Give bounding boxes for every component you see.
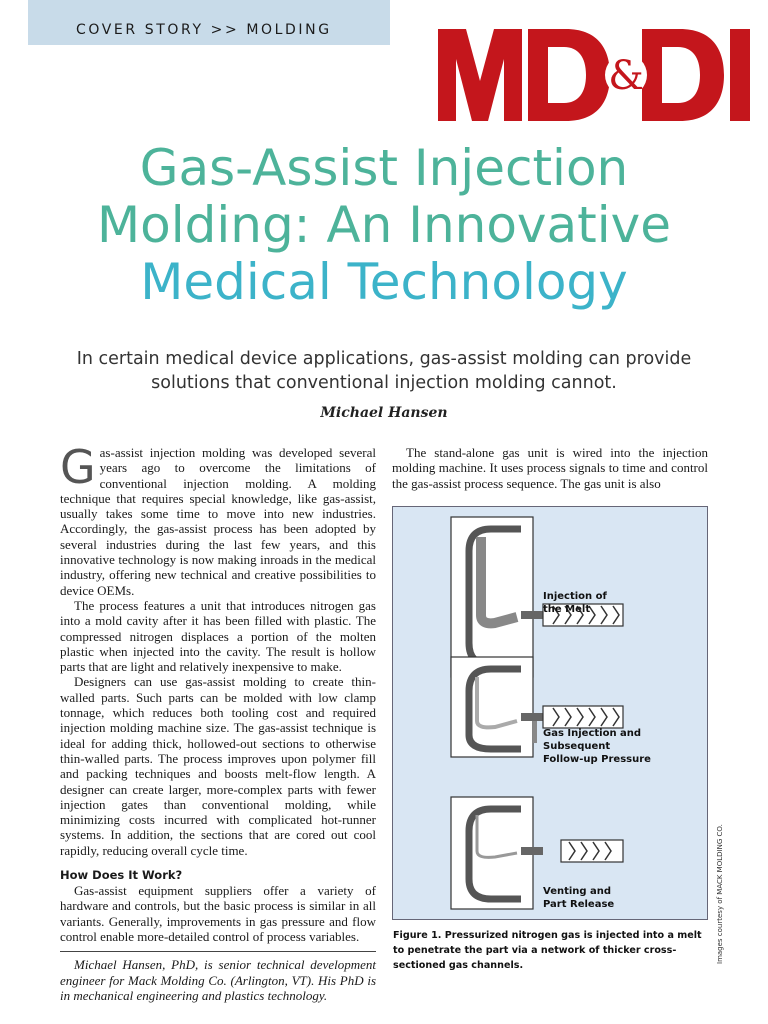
paragraph-2: The process features a unit that introduces nitrogen gas into a mold cavity after it has been filled with plastic. The compressed nitrogen displaces a portion of the molten plastic when injected into the cavity. The result is hollow parts that are light and relatively inexpensive to make. bbox=[60, 597, 376, 675]
section-label: COVER STORY >> MOLDING bbox=[76, 22, 332, 38]
figure-caption: Figure 1. Pressurized nitrogen gas is injected into a melt to penetrate the part via a network of thicker cross-sectioned gas channels. bbox=[393, 930, 702, 971]
paragraph-3: Designers can use gas-assist molding to create thin-walled parts. Such parts can be molded with low clamp tonnage, which reduces both tooling cost and required injection molding machine size. The gas-assist technique is ideal for adding thick, hollowed-out sections to otherwise thin-walled parts. The process improves upon polymer fill and packing techniques and boosts melt-flow length. A designer can create larger, more-complex parts with fewer injection gates than conventional molding, while minimizing costs incurred with complicated hot-runner systems. In addition, the sections that are cored out cool rapidly, reducing overall cycle time. bbox=[60, 674, 376, 858]
svg-text:&: & bbox=[608, 53, 644, 99]
title-line-3: Medical Technology bbox=[140, 253, 628, 311]
title-line-2: Molding: An Innovative bbox=[97, 196, 671, 254]
article-subtitle: In certain medical device applications, gas-assist molding can provide solutions that conventional injection molding cannot. bbox=[76, 349, 692, 393]
author-byline: Michael Hansen bbox=[320, 405, 448, 421]
figure-1 bbox=[392, 506, 708, 920]
title-line-1: Gas-Assist Injection bbox=[139, 139, 629, 197]
article-title bbox=[0, 140, 768, 311]
bio-divider bbox=[60, 951, 376, 952]
paragraph-4: Gas-assist equipment suppliers offer a variety of hardware and controls, but the basic process is similar in all variants. Generally, improvements in gas pressure and flow control enable more-detailed control of process variables. bbox=[60, 883, 376, 944]
figure-label-3: Venting and Part Release bbox=[543, 886, 615, 910]
author-bio: Michael Hansen, PhD, is senior technical development engineer for Mack Molding Co. (Arlington, VT). His PhD is in mechanical engineering and plastics technology. bbox=[60, 957, 376, 1003]
section-heading: How Does It Work? bbox=[60, 868, 183, 883]
image-credit: Images courtesy of MACK MOLDING CO. bbox=[716, 824, 724, 964]
process-diagram bbox=[393, 507, 707, 919]
drop-cap: G bbox=[60, 440, 96, 494]
left-column bbox=[60, 440, 376, 1003]
figure-label-1: Injection of the Melt bbox=[543, 591, 607, 615]
right-column-text: The stand-alone gas unit is wired into the injection molding machine. It uses process signals to time and control the gas-assist process sequence. The gas unit is also bbox=[392, 445, 708, 491]
paragraph-1-text: as-assist injection molding was developed several years ago to overcome the limitations of conventional injection molding. A molding technique that requires special knowledge, like gas-assist, usually takes some time to move into new industries. Accordingly, the gas-assist process has been adopted by several industries during the last few years, and this innovative technology is now making inroads in the medical industry, offering new technical and creative possibilities to device OEMs. bbox=[60, 445, 376, 598]
figure-label-2: Gas Injection and Subsequent Follow-up Pressure bbox=[543, 728, 651, 765]
mddi-logo bbox=[436, 23, 752, 123]
paragraph-1 bbox=[60, 440, 376, 598]
